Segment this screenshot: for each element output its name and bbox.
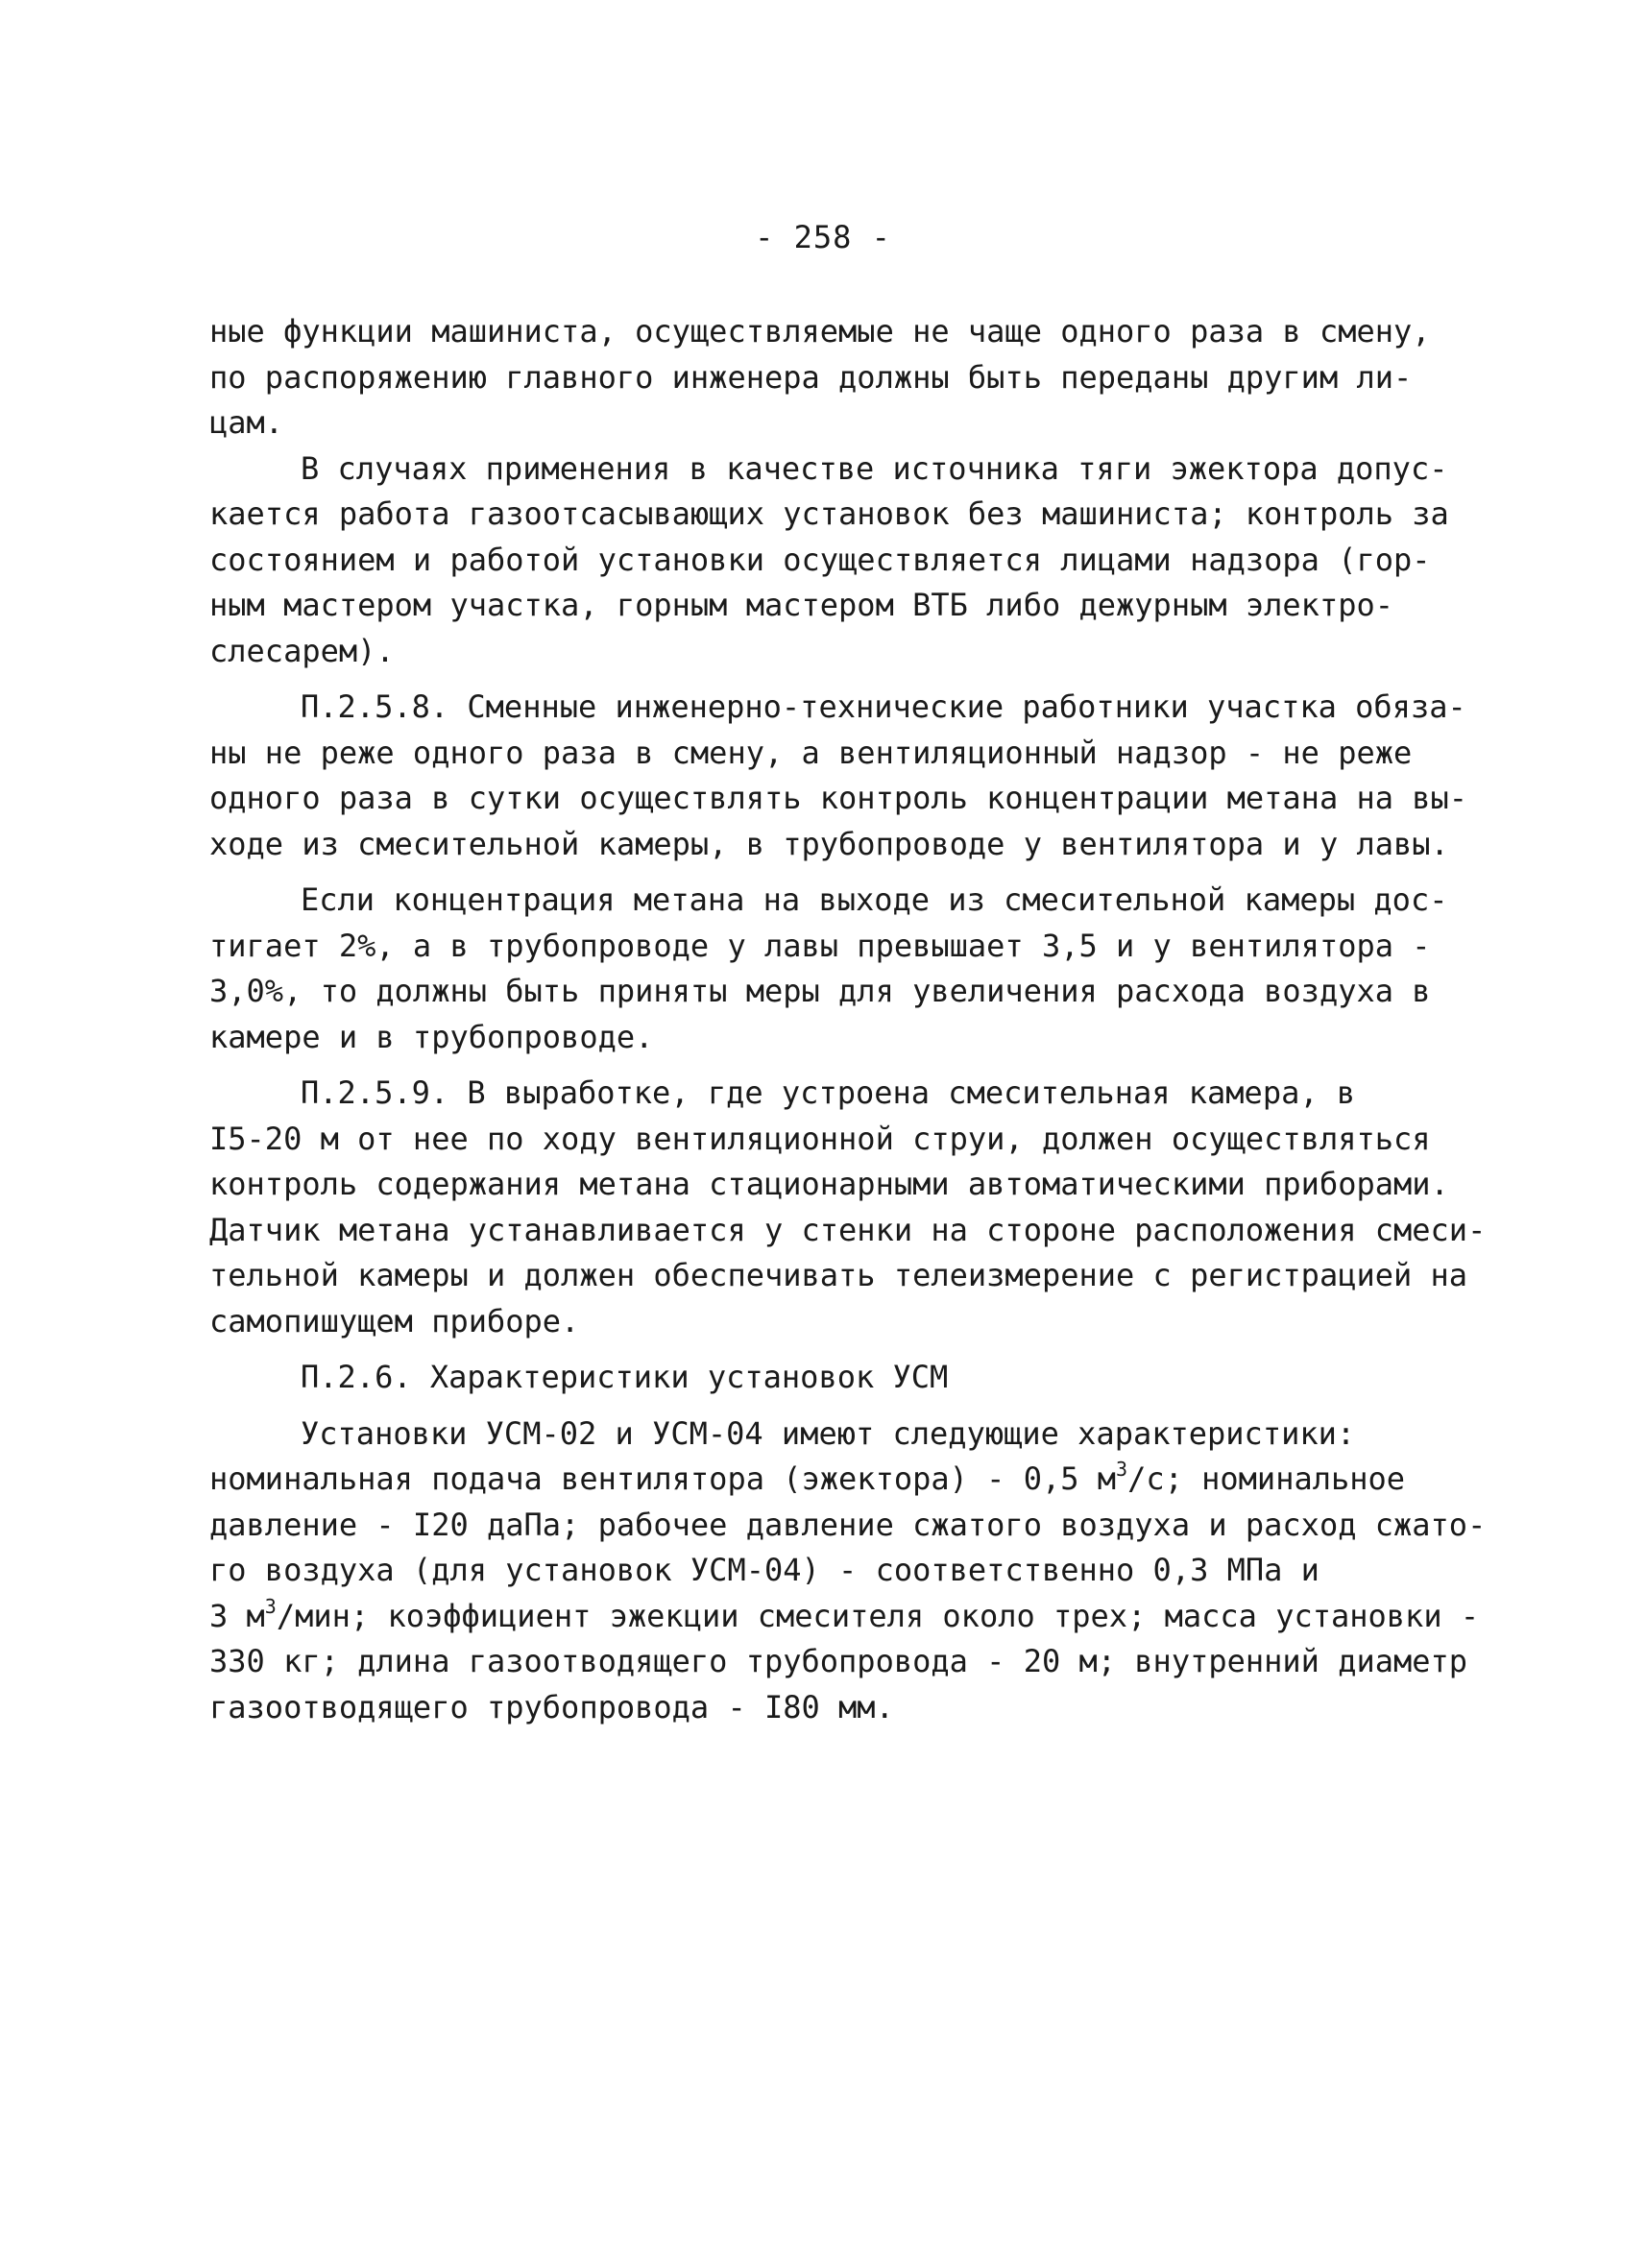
text-line: цам. <box>209 404 284 441</box>
text-line: тельной камеры и должен обеспечивать телеизмерение с регистрацией на <box>209 1257 1468 1293</box>
text-line: го воздуха (для установок УСМ-04) - соответственно 0,3 МПа и <box>209 1552 1319 1588</box>
text-line: 330 кг; длина газоотводящего трубопровода - 20 м; внутренний диаметр <box>209 1643 1468 1679</box>
text-line: тигает 2%, а в трубопроводе у лавы превышает 3,5 и у вентилятора - <box>209 927 1431 964</box>
page-number: - 258 - <box>755 219 891 255</box>
paragraph-2-5-9 <box>209 1071 1496 1344</box>
superscript: 3 <box>264 1594 277 1618</box>
paragraph-methane-concentration <box>209 878 1496 1060</box>
text-line: ным мастером участка, горным мастером ВТБ либо дежурным электро- <box>209 587 1393 623</box>
text-line: В случаях применения в качестве источника тяги эжектора допус- <box>301 449 1448 487</box>
document-body <box>209 309 1496 1730</box>
text-line: по распоряжению главного инженера должны быть переданы другим ли- <box>209 358 1413 396</box>
paragraph-usm-characteristics <box>209 1411 1496 1731</box>
superscript: 3 <box>1116 1458 1128 1481</box>
section-heading: П.2.6. Характеристики установок УСМ <box>301 1359 949 1395</box>
text-line: газоотводящего трубопровода - I80 мм. <box>209 1688 894 1725</box>
text-line: Если концентрация метана на выходе из смесительной камеры дос- <box>301 881 1448 918</box>
paragraph-2-5-8 <box>209 685 1496 867</box>
text-line: I5-20 м от нее по ходу вентиляционной струи, должен осуществляться <box>209 1120 1431 1157</box>
text-line: Датчик метана устанавливается у стенки на стороне расположения смеси- <box>209 1211 1487 1248</box>
paragraph-continuation <box>209 309 1496 446</box>
text-line: самопишущем приборе. <box>209 1302 580 1339</box>
text-line: контроль содержания метана стационарными автоматическими приборами. <box>209 1166 1449 1202</box>
text-line: П.2.5.9. В выработке, где устроена смесительная камера, в <box>301 1074 1356 1111</box>
text-line: Установки УСМ-02 и УСМ-04 имеют следующие характеристики: <box>301 1414 1356 1452</box>
text-line: состоянием и работой установки осуществляется лицами надзора (гор- <box>209 541 1431 578</box>
text-line: номинальная подача вентилятора (эжектора) - 0,5 $м^3/с$; номинальное <box>209 1458 1406 1497</box>
text-line: 3 $м^3$/мин; коэффициент эжекции смесителя около трех; масса установки - <box>209 1594 1480 1634</box>
text-line: кается работа газоотсасывающих установок без машиниста; контроль за <box>209 495 1449 532</box>
paragraph-ejector-operation <box>209 446 1496 675</box>
text-line: давление - I20 даПа; рабочее давление сжатого воздуха и расход сжато- <box>209 1506 1487 1543</box>
text-line: ны не реже одного раза в смену, а вентиляционный надзор - не реже <box>209 734 1413 771</box>
text-line: ходе из смесительной камеры, в трубопроводе у вентилятора и у лавы. <box>209 825 1449 862</box>
section-heading-2-6 <box>209 1355 1496 1401</box>
text-line: П.2.5.8. Сменные инженерно-технические работники участка обяза- <box>301 688 1466 725</box>
text-line: слесарем). <box>209 632 395 669</box>
text-line: одного раза в сутки осуществлять контроль концентрации метана на вы- <box>209 780 1468 816</box>
text-line: ные функции машиниста, осуществляемые не чаще одного раза в смену, <box>209 313 1431 350</box>
text-line: камере и в трубопроводе. <box>209 1018 654 1055</box>
text-line: 3,0%, то должны быть приняты меры для увеличения расхода воздуха в <box>209 973 1431 1009</box>
